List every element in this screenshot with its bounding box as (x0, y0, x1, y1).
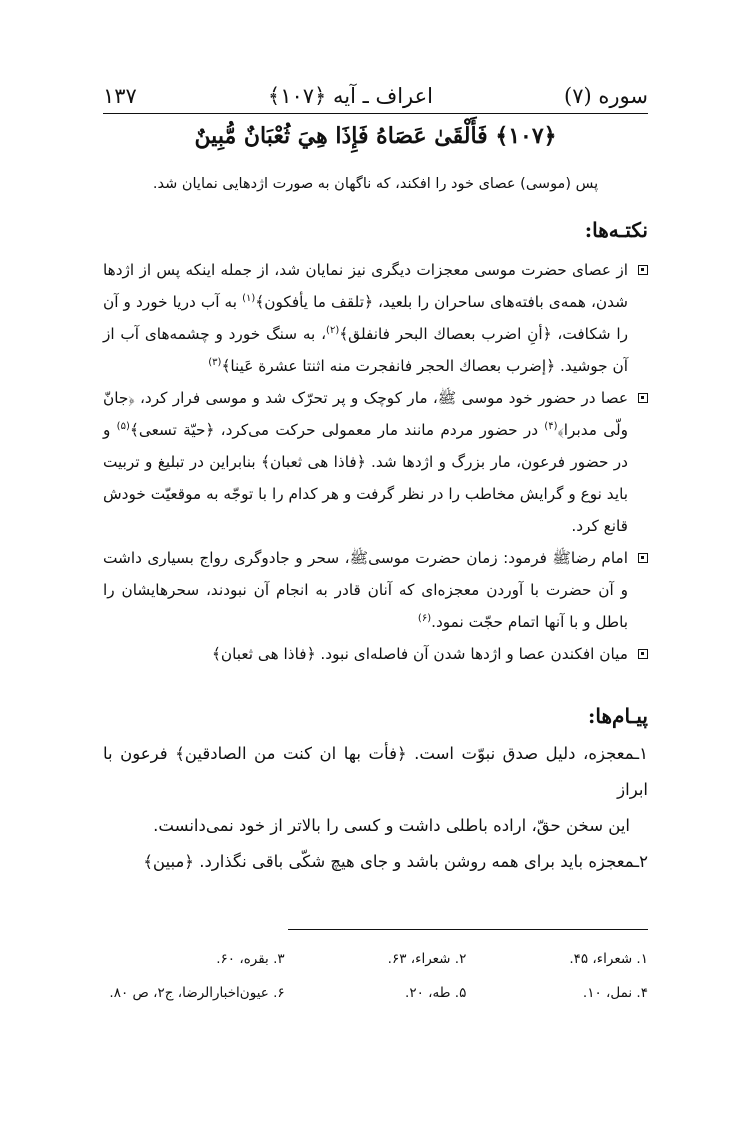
footnote-ref: (۶) (417, 612, 432, 624)
square-bullet-icon (638, 265, 648, 275)
note-item (103, 254, 648, 382)
note-text: امام رضاﷺ فرمود: زمان حضرت موسیﷺ، سحر و جادوگری رواج بسیاری داشت و آن حضرت با آوردن معجزه‌ای که آنان قادر به انجام آن نبودند، سحرهایشان را باطل و با آنها اتمام حجّت نمود. (103, 549, 628, 631)
message-number: ۱ـ (634, 744, 648, 763)
verse-translation: پس (موسی) عصای خود را افکند، که ناگهان به صورت اژدهایی نمایان شد. (152, 176, 599, 192)
footnote: ۴. نمل، ۱۰. (582, 985, 648, 1001)
note-item (103, 382, 648, 542)
footnote-ref: (۲) (326, 324, 340, 336)
surah-label: سوره (۷) (564, 84, 648, 108)
footnote: ۱. شعراء، ۴۵. (569, 951, 648, 967)
header-divider (103, 113, 648, 114)
square-bullet-icon (638, 649, 648, 659)
note-text: و در حضور فرعون، مار بزرگ و اژدها شد. ﴿فاذا هی ثعبان﴾ بنابراین در تبلیغ و تربیت باید نوع و گرایش مخاطب را در نظر گرفت و هر کدام را با توجّه به موقعیّت خودش قانع کرد. (103, 421, 628, 535)
message-text: معجزه، دلیل صدق نبوّت است. ﴿فأت بها ان کنت من الصادقین﴾ فرعون با ابراز (103, 744, 648, 799)
square-bullet-icon (638, 393, 648, 403)
messages-list (103, 736, 648, 880)
page-header (103, 80, 648, 112)
message-item (103, 736, 648, 844)
notes-list (103, 254, 648, 670)
footnote-ref: (۴) (544, 420, 558, 432)
note-item (103, 542, 648, 638)
verse-reference: اعراف ـ آیه ﴿۱۰۷﴾ (267, 84, 434, 108)
footnote: ۳. بقره، ۶۰. (216, 951, 285, 967)
note-text: میان افکندن عصا و اژدها شدن آن فاصله‌ای نبود. ﴿فاذا هی ثعبان﴾ (211, 645, 628, 663)
square-bullet-icon (638, 553, 648, 563)
footnote: ۵. طه، ۲۰. (405, 985, 467, 1001)
message-number: ۲ـ (634, 852, 648, 871)
footnote: ۲. شعراء، ۶۳. (387, 951, 467, 967)
quran-verse: ﴿۱۰۷﴾ فَأَلْقَىٰ عَصَاهُ فَإِذَا هِيَ ثُعْبَانٌ مُّبِينٌ (194, 123, 557, 149)
note-text: ، به سنگ خورد و چشمه‌های آب از آن جوشید. ﴿إضرب بعصاك الحجر فانفجرت منه اثنتا عشرة عَينا﴾ (103, 325, 628, 375)
footnote-divider (288, 929, 648, 930)
message-continuation: این سخن حقّ، اراده باطلی داشت و کسی را بالاتر از خود نمی‌دانست. (153, 816, 630, 835)
footnote: ۶. عیون‌اخبارالرضا، ج۲، ص ۸۰. (109, 985, 285, 1001)
note-item (103, 638, 648, 670)
footnote-ref: (۵) (116, 420, 130, 432)
message-text: معجزه باید برای همه روشن باشد و جای هیچ شکّی باقی نگذارد. ﴿مبین﴾ (143, 852, 635, 871)
page-number: ۱۳۷ (103, 84, 137, 108)
footnote-ref: (۱) (242, 292, 256, 304)
note-text: به آب دریا خورد و آن را شکافت، ﴿أنِ اضرب بعصاك البحر فانفلق﴾ (103, 293, 628, 343)
note-text: در حضور مردم مانند مار معمولی حرکت می‌کرد، ﴿حیّة تسعی﴾ (129, 421, 545, 439)
note-text: عصا در حضور خود موسی ﷺ، مار کوچک و پر تحرّک شد و موسی فرار کرد، ﴿جانّ ولّی مدبرا﴾ (103, 389, 629, 439)
messages-heading: پیـام‌ها: (588, 704, 648, 728)
footnote-ref: (۳) (208, 356, 222, 368)
notes-heading: نکتـه‌ها: (584, 218, 648, 242)
message-item (103, 844, 648, 880)
footnotes (103, 946, 648, 1006)
note-text: از عصای حضرت موسی معجزات دیگری نیز نمایان شد، از جمله اینکه پس از اژدها شدن، همه‌ی بافته‌های ساحران را بلعید، ﴿تلقف ما یأفکون﴾ (103, 261, 628, 311)
